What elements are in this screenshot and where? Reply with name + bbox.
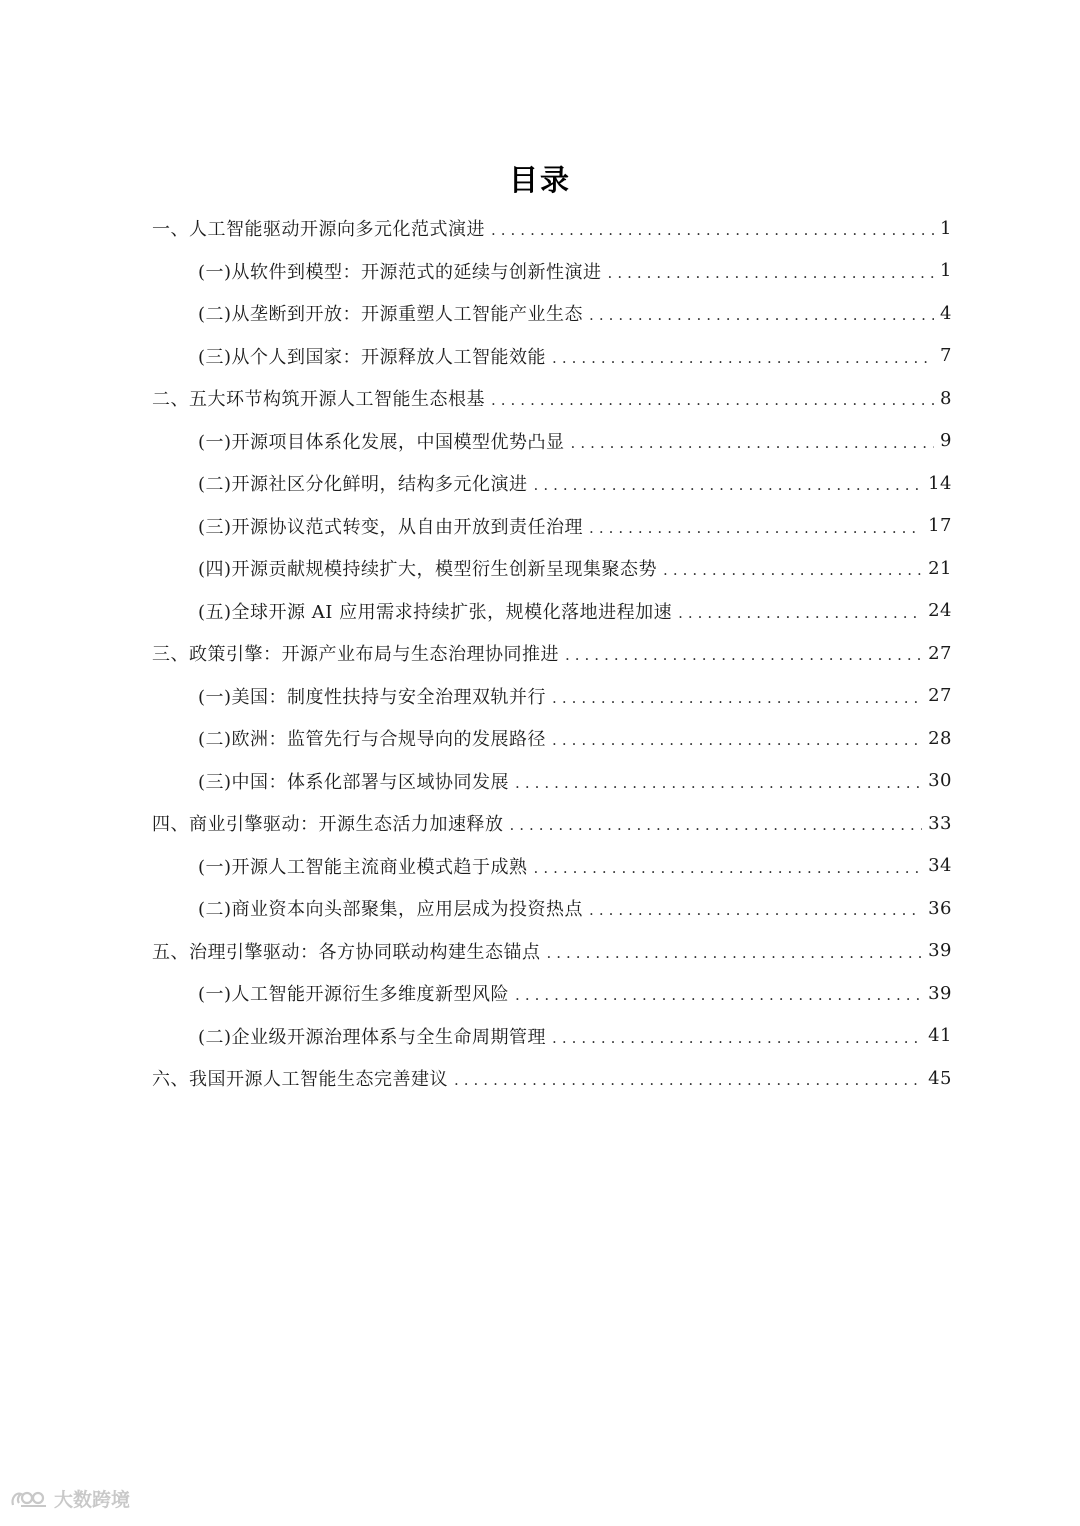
toc-entry[interactable] (152, 802, 952, 845)
table-of-contents (152, 207, 952, 1100)
toc-page-number: 27 (928, 685, 952, 707)
toc-page-number: 39 (928, 940, 952, 962)
toc-entry[interactable] (152, 972, 952, 1015)
toc-dot-leader (678, 604, 922, 622)
watermark (10, 1485, 130, 1512)
toc-dot-leader (515, 986, 922, 1004)
toc-entry-title: (三)开源协议范式转变，从自由开放到责任治理 (198, 516, 584, 538)
toc-dot-leader (552, 731, 922, 749)
toc-dot-leader (589, 519, 922, 537)
toc-dot-leader (552, 689, 922, 707)
toc-entry[interactable] (152, 1015, 952, 1058)
toc-entry-title: (三)从个人到国家：开源释放人工智能效能 (198, 346, 547, 368)
toc-entry-title: 五、治理引擎驱动：各方协同联动构建生态锚点 (152, 941, 541, 963)
toc-entry[interactable] (152, 377, 952, 420)
toc-dot-leader (454, 1071, 922, 1089)
toc-entry-title: (三)中国：体系化部署与区域协同发展 (198, 771, 510, 793)
toc-dot-leader (589, 306, 934, 324)
toc-entry[interactable] (152, 292, 952, 335)
toc-entry[interactable] (152, 462, 952, 505)
toc-dot-leader (571, 434, 935, 452)
toc-entry-title: (二)商业资本向头部聚集，应用层成为投资热点 (198, 899, 584, 921)
toc-page-number: 41 (928, 1025, 952, 1047)
toc-dot-leader (510, 816, 923, 834)
toc-page-number: 21 (928, 557, 952, 579)
toc-page-number: 24 (928, 600, 952, 622)
toc-entry[interactable] (152, 420, 952, 463)
toc-page-number: 36 (928, 897, 952, 919)
toc-entry[interactable] (152, 1057, 952, 1100)
toc-entry-title: (一)开源项目体系化发展，中国模型优势凸显 (198, 431, 565, 453)
toc-dot-leader (515, 774, 922, 792)
toc-entry[interactable] (152, 845, 952, 888)
toc-dot-leader (565, 646, 922, 664)
toc-dot-leader (534, 859, 923, 877)
toc-entry[interactable] (152, 717, 952, 760)
toc-entry-title: 三、政策引擎：开源产业布局与生态治理协同推进 (152, 644, 559, 666)
toc-page-number: 34 (928, 855, 952, 877)
toc-dot-leader (552, 1029, 922, 1047)
toc-entry[interactable] (152, 547, 952, 590)
toc-dot-leader (589, 901, 922, 919)
toc-page-number: 30 (928, 770, 952, 792)
toc-entry-title: (一)开源人工智能主流商业模式趋于成熟 (198, 856, 528, 878)
toc-entry-title: 六、我国开源人工智能生态完善建议 (152, 1069, 448, 1091)
toc-page-number: 33 (928, 812, 952, 834)
toc-entry-title: (一)人工智能开源衍生多维度新型风险 (198, 984, 510, 1006)
toc-entry-title: (五)全球开源 AI 应用需求持续扩张，规模化落地进程加速 (198, 601, 673, 623)
toc-page-number: 7 (940, 345, 952, 367)
toc-page-number: 39 (928, 982, 952, 1004)
toc-entry[interactable] (152, 930, 952, 973)
toc-dot-leader (491, 391, 934, 409)
toc-page-number: 45 (928, 1067, 952, 1089)
toc-entry[interactable] (152, 590, 952, 633)
toc-page-number: 4 (940, 302, 952, 324)
toc-dot-leader (547, 944, 923, 962)
page-title: 目录 (508, 163, 571, 197)
toc-entry[interactable] (152, 632, 952, 675)
brand-logo-icon (10, 1488, 50, 1510)
toc-entry[interactable] (152, 675, 952, 718)
toc-entry-title: (二)从垄断到开放：开源重塑人工智能产业生态 (198, 304, 584, 326)
toc-entry-title: (二)企业级开源治理体系与全生命周期管理 (198, 1026, 547, 1048)
toc-entry-title: (一)美国：制度性扶持与安全治理双轨并行 (198, 686, 547, 708)
toc-dot-leader (552, 349, 934, 367)
toc-entry[interactable] (152, 335, 952, 378)
toc-entry[interactable] (152, 207, 952, 250)
toc-entry-title: 一、人工智能驱动开源向多元化范式演进 (152, 219, 485, 241)
toc-entry[interactable] (152, 887, 952, 930)
watermark-text: 大数跨境 (54, 1489, 131, 1511)
toc-page-number: 14 (928, 472, 952, 494)
toc-dot-leader (663, 561, 922, 579)
toc-entry-title: (二)欧洲：监管先行与合规导向的发展路径 (198, 729, 547, 751)
toc-entry-title: (四)开源贡献规模持续扩大，模型衍生创新呈现集聚态势 (198, 559, 658, 581)
toc-entry[interactable] (152, 250, 952, 293)
toc-page-number: 8 (940, 387, 952, 409)
toc-page-number: 1 (940, 217, 952, 239)
toc-page-number: 1 (940, 260, 952, 282)
toc-entry[interactable] (152, 760, 952, 803)
toc-dot-leader (534, 476, 923, 494)
toc-page-number: 28 (928, 727, 952, 749)
toc-entry[interactable] (152, 505, 952, 548)
toc-page-number: 9 (940, 430, 952, 452)
toc-entry-title: (二)开源社区分化鲜明，结构多元化演进 (198, 474, 528, 496)
toc-dot-leader (608, 264, 935, 282)
toc-entry-title: 四、商业引擎驱动：开源生态活力加速释放 (152, 814, 504, 836)
toc-dot-leader (491, 221, 934, 239)
toc-page-number: 27 (928, 642, 952, 664)
toc-entry-title: (一)从软件到模型：开源范式的延续与创新性演进 (198, 261, 602, 283)
toc-entry-title: 二、五大环节构筑开源人工智能生态根基 (152, 389, 485, 411)
toc-page-number: 17 (928, 515, 952, 537)
